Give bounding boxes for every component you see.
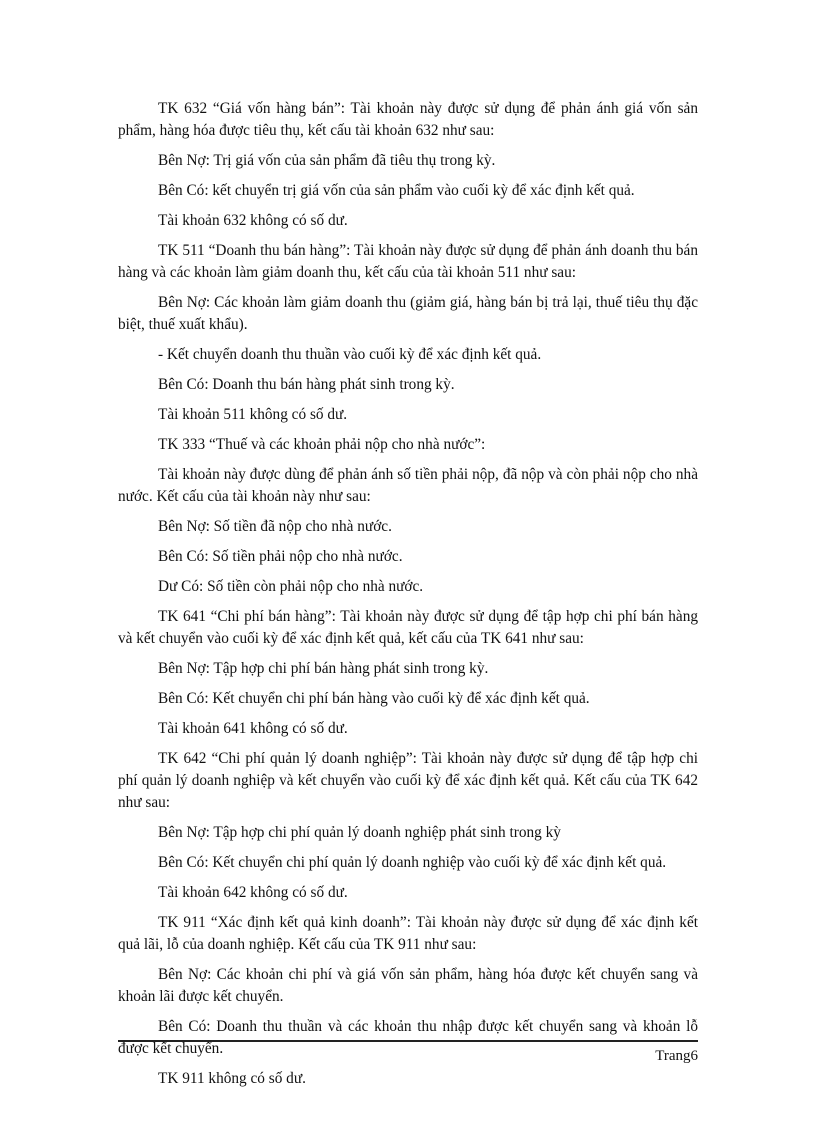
paragraph-tk911-credit: Bên Có: Doanh thu thuần và các khoản thu nhập được kết chuyển sang và khoản lỗ được kết chuyển. bbox=[118, 1018, 698, 1057]
paragraph-tk911-balance: TK 911 không có số dư. bbox=[158, 1070, 306, 1087]
paragraph-tk911-debit: Bên Nợ: Các khoản chi phí và giá vốn sản phẩm, hàng hóa được kết chuyển sang và khoản lãi được kết chuyển. bbox=[118, 966, 698, 1005]
paragraph-tk642-balance: Tài khoản 642 không có số dư. bbox=[158, 884, 348, 901]
paragraph-tk333-description: Tài khoản này được dùng để phản ánh số tiền phải nộp, đã nộp và còn phải nộp cho nhà nước. Kết cấu của tài khoản này như sau: bbox=[118, 466, 698, 505]
paragraph-tk642-intro: TK 642 “Chi phí quản lý doanh nghiệp”: Tài khoản này được sử dụng để tập hợp chi phí quản lý doanh nghiệp và kết chuyển vào cuối kỳ để xác định kết quả. Kết cấu của TK 642 như sau: bbox=[118, 750, 698, 811]
page-number: Trang6 bbox=[655, 1048, 698, 1064]
paragraph-tk632-intro: TK 632 “Giá vốn hàng bán”: Tài khoản này được sử dụng để phản ánh giá vốn sản phẩm, hàng hóa được tiêu thụ, kết cấu tài khoản 632 như sau: bbox=[118, 100, 698, 139]
paragraph-tk642-credit: Bên Có: Kết chuyển chi phí quản lý doanh nghiệp vào cuối kỳ để xác định kết quả. bbox=[158, 854, 667, 871]
paragraph-tk642-debit: Bên Nợ: Tập hợp chi phí quản lý doanh nghiệp phát sinh trong kỳ bbox=[158, 824, 561, 841]
paragraph-tk641-balance: Tài khoản 641 không có số dư. bbox=[158, 720, 348, 737]
paragraph-tk911-intro: TK 911 “Xác định kết quả kinh doanh”: Tài khoản này được sử dụng để xác định kết quả lãi, lỗ của doanh nghiệp. Kết cấu của TK 911 như sau: bbox=[118, 914, 698, 953]
paragraph-tk511-intro: TK 511 “Doanh thu bán hàng”: Tài khoản này được sử dụng để phản ánh doanh thu bán hàng và các khoản làm giảm doanh thu, kết cấu của tài khoản 511 như sau: bbox=[118, 242, 698, 281]
paragraph-tk632-balance: Tài khoản 632 không có số dư. bbox=[158, 212, 348, 229]
paragraph-tk333-credit: Bên Có: Số tiền phải nộp cho nhà nước. bbox=[158, 548, 403, 565]
paragraph-tk511-balance: Tài khoản 511 không có số dư. bbox=[158, 406, 348, 423]
paragraph-tk511-debit: Bên Nợ: Các khoản làm giảm doanh thu (giảm giá, hàng bán bị trả lại, thuế tiêu thụ đặc biệt, thuế xuất khẩu). bbox=[118, 294, 698, 333]
footer-divider bbox=[118, 1040, 698, 1042]
paragraph-tk632-debit: Bên Nợ: Trị giá vốn của sản phẩm đã tiêu thụ trong kỳ. bbox=[158, 152, 496, 169]
paragraph-tk333-debit: Bên Nợ: Số tiền đã nộp cho nhà nước. bbox=[158, 518, 392, 535]
paragraph-tk641-credit: Bên Có: Kết chuyển chi phí bán hàng vào cuối kỳ để xác định kết quả. bbox=[158, 690, 590, 707]
paragraph-tk632-credit: Bên Có: kết chuyển trị giá vốn của sản phẩm vào cuối kỳ để xác định kết quả. bbox=[158, 182, 635, 199]
paragraph-tk641-debit: Bên Nợ: Tập hợp chi phí bán hàng phát sinh trong kỳ. bbox=[158, 660, 489, 677]
paragraph-tk333-intro: TK 333 “Thuế và các khoản phải nộp cho nhà nước”: bbox=[158, 436, 486, 453]
paragraph-tk511-debit-transfer: - Kết chuyển doanh thu thuần vào cuối kỳ để xác định kết quả. bbox=[158, 346, 542, 363]
paragraph-tk333-balance: Dư Có: Số tiền còn phải nộp cho nhà nước. bbox=[158, 578, 424, 595]
paragraph-tk641-intro: TK 641 “Chi phí bán hàng”: Tài khoản này được sử dụng để tập hợp chi phí bán hàng và kết chuyển vào cuối kỳ để xác định kết quả, kết cấu của TK 641 như sau: bbox=[118, 608, 698, 647]
paragraph-tk511-credit: Bên Có: Doanh thu bán hàng phát sinh trong kỳ. bbox=[158, 376, 455, 393]
document-body bbox=[118, 98, 698, 1098]
